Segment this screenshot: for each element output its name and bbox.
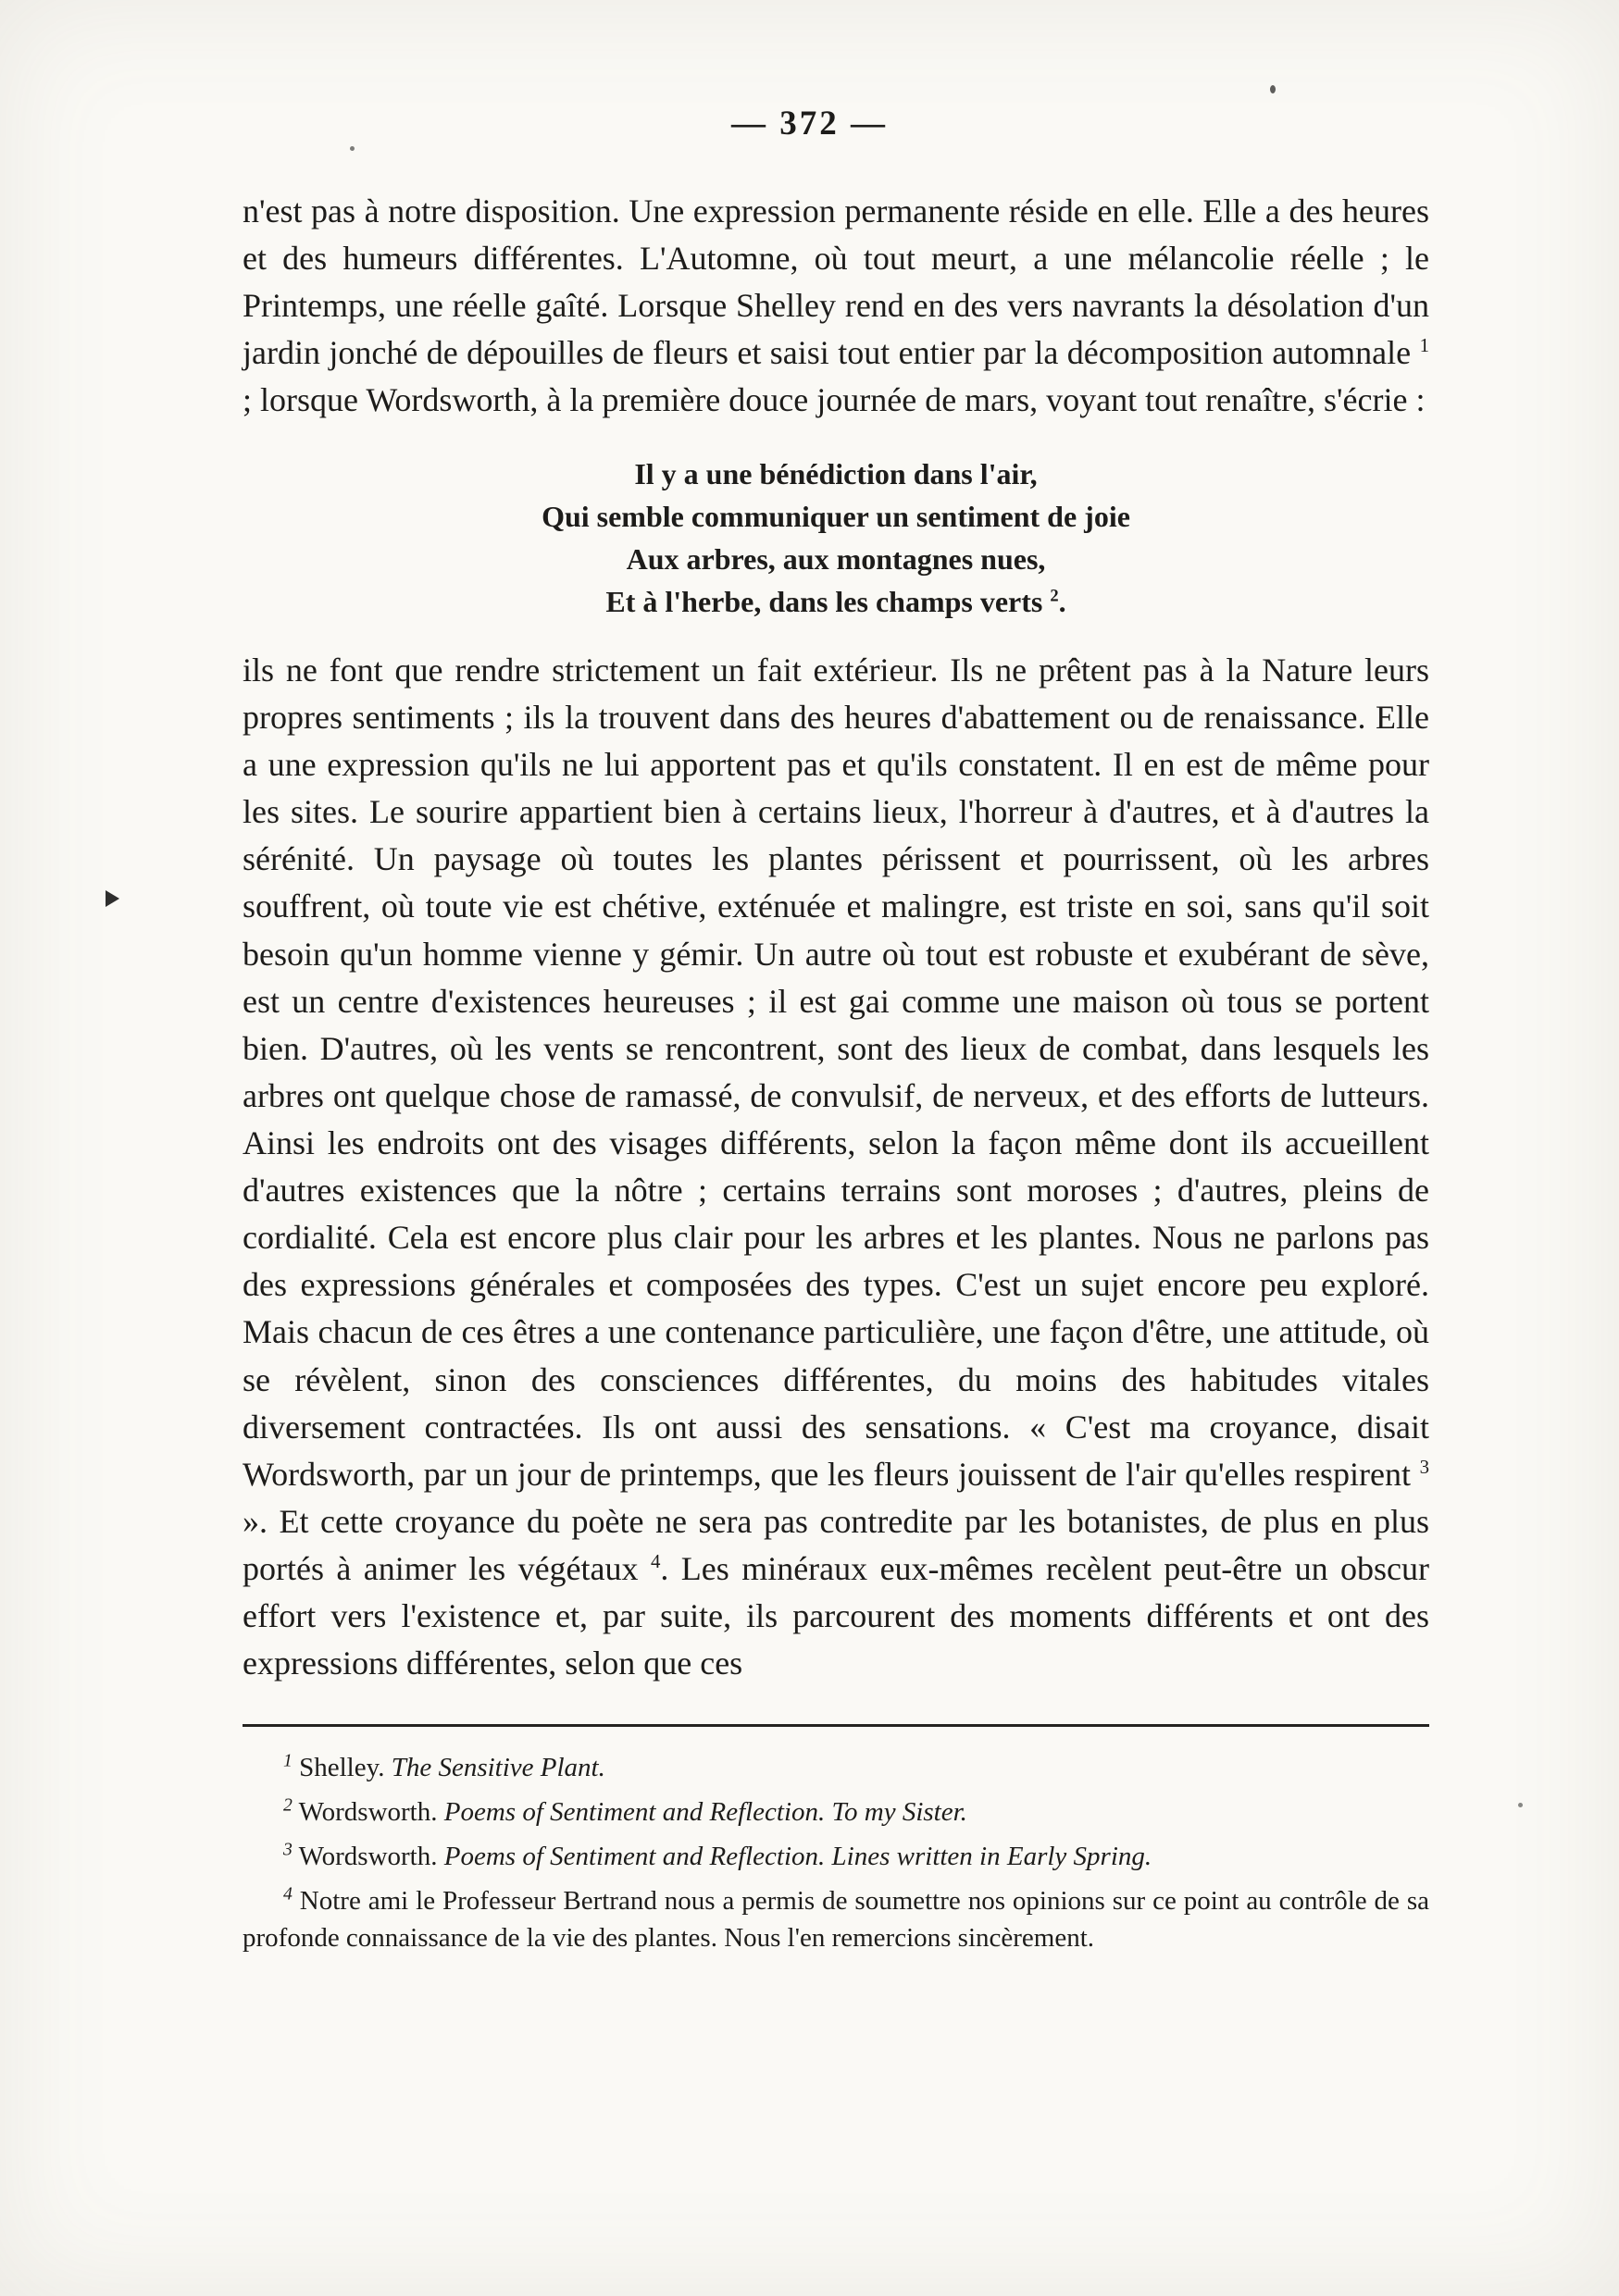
footnote-separator: [243, 1724, 1429, 1727]
footnote-work-title: Poems of Sentiment and Reflection. To my Sister.: [443, 1797, 967, 1828]
page-body: [243, 188, 1429, 1687]
footnote-work-title: Poems of Sentiment and Reflection. Lines written in Early Spring.: [443, 1842, 1152, 1872]
footnote-ref-2: 2: [1050, 586, 1059, 606]
footnote-marker-4: 4: [283, 1883, 293, 1905]
footnote-4: [243, 1882, 1429, 1956]
verse-text: Et à l'herbe, dans les champs verts: [605, 584, 1051, 618]
footnote-marker-3: 3: [283, 1839, 293, 1860]
paragraph-text: n'est pas à notre disposition. Une expression permanente réside en elle. Elle a des heures et des humeurs différentes. L'Automne, où tout meurt, a une mélancolie réelle ; le Printemps, une réelle gaîté. Lorsque Shelley rend en des vers navrants la désolation d'un jardin jonché de dépouilles de fleurs et saisi tout entier par la décomposition automnale: [243, 192, 1429, 372]
paragraph-text: ; lorsque Wordsworth, à la première douce journée de mars, voyant tout renaître, s'écrie :: [243, 381, 1426, 419]
verse-line-1: Il y a une bénédiction dans l'air,: [634, 456, 1038, 490]
body-paragraph-2: [243, 647, 1429, 1687]
print-artifact-mark: [106, 890, 119, 907]
paragraph-text: ils ne font que rendre strictement un fait extérieur. Ils ne prêtent pas à la Nature leurs propres sentiments ; ils la trouvent dans des heures d'abattement ou de renaissance. Elle a une expression qu'ils ne lui apportent pas et qu'ils constatent. Il en est de même pour les sites. Le sourire appartient bien à certains lieux, l'horreur à d'autres, et à d'autres la sérénité. Un paysage où toutes les plantes périssent et pourrissent, où les arbres souffrent, où toute vie est chétive, exténuée et malingre, est triste en soi, sans qu'il soit besoin qu'un homme vienne y gémir. Un autre où tout est robuste et exubérant de sève, est un centre d'existences heureuses ; il est gai comme une maison où tous se portent bien. D'autres, où les vents se rencontrent, sont des lieux de combat, dans lesquels les arbres ont quelque chose de ramassé, de convulsif, de nerveux, et des efforts de lutteurs. Ainsi les endroits ont des visages différents, selon la façon même dont ils accueillent d'autres existences que la nôtre ; certains terrains sont moroses ; d'autres, pleins de cordialité. Cela est encore plus clair pour les arbres et les plantes. Nous ne parlons pas des expressions générales et composées des types. C'est un sujet encore peu exploré. Mais chacun de ces êtres a une contenance particulière, une façon d'être, une attitude, où se révèlent, sinon des consciences différentes, du moins des habitudes vitales diversement contractées. Ils ont aussi des sensations. « C'est ma croyance, disait Wordsworth, par un jour de printemps, que les fleurs jouissent de l'air qu'elles respirent: [243, 651, 1429, 1493]
verse-text: .: [1058, 584, 1066, 618]
footnote-ref-3: 3: [1419, 1455, 1429, 1478]
footnote-text: Wordsworth.: [298, 1797, 444, 1828]
ink-speck: [1518, 1803, 1523, 1807]
verse-quote: [243, 453, 1429, 623]
footnote-2: [243, 1793, 1429, 1831]
verse-line-3: Aux arbres, aux montagnes nues,: [626, 541, 1046, 576]
paragraph-text: . Les minéraux eux-mêmes recèlent peut-être un obscur effort vers l'existence et, par suite, ils parcourent des moments différents et ont des expressions différentes, selon que ces: [243, 1549, 1429, 1682]
paragraph-text: ». Et cette croyance du poète ne sera pas contredite par les botanistes, de plus en plus portés à animer les végétaux: [243, 1502, 1429, 1587]
footnote-3: [243, 1838, 1429, 1875]
footnote-text: Shelley.: [299, 1753, 392, 1783]
footnote-work-title: The Sensitive Plant.: [391, 1753, 605, 1783]
footnote-marker-1: 1: [283, 1750, 293, 1771]
page-number: — 372 —: [731, 105, 888, 143]
verse-line-4: [243, 580, 1429, 623]
body-paragraph-1: [243, 188, 1429, 425]
ink-speck: [1270, 85, 1276, 93]
footnote-text: Wordsworth.: [298, 1842, 444, 1872]
footnote-text: Notre ami le Professeur Bertrand nous a permis de soumettre nos opinions sur ce point au contrôle de sa profonde connaissance de la vie des plantes. Nous l'en remercions sincèrement.: [243, 1886, 1430, 1954]
verse-line-2: Qui semble communiquer un sentiment de joie: [542, 499, 1130, 533]
footnotes-section: [243, 1749, 1429, 1956]
footnote-1: [243, 1749, 1429, 1786]
footnote-ref-1: 1: [1419, 334, 1429, 357]
footnote-marker-2: 2: [283, 1794, 293, 1816]
footnote-ref-4: 4: [650, 1549, 661, 1572]
ink-speck: [350, 146, 355, 151]
